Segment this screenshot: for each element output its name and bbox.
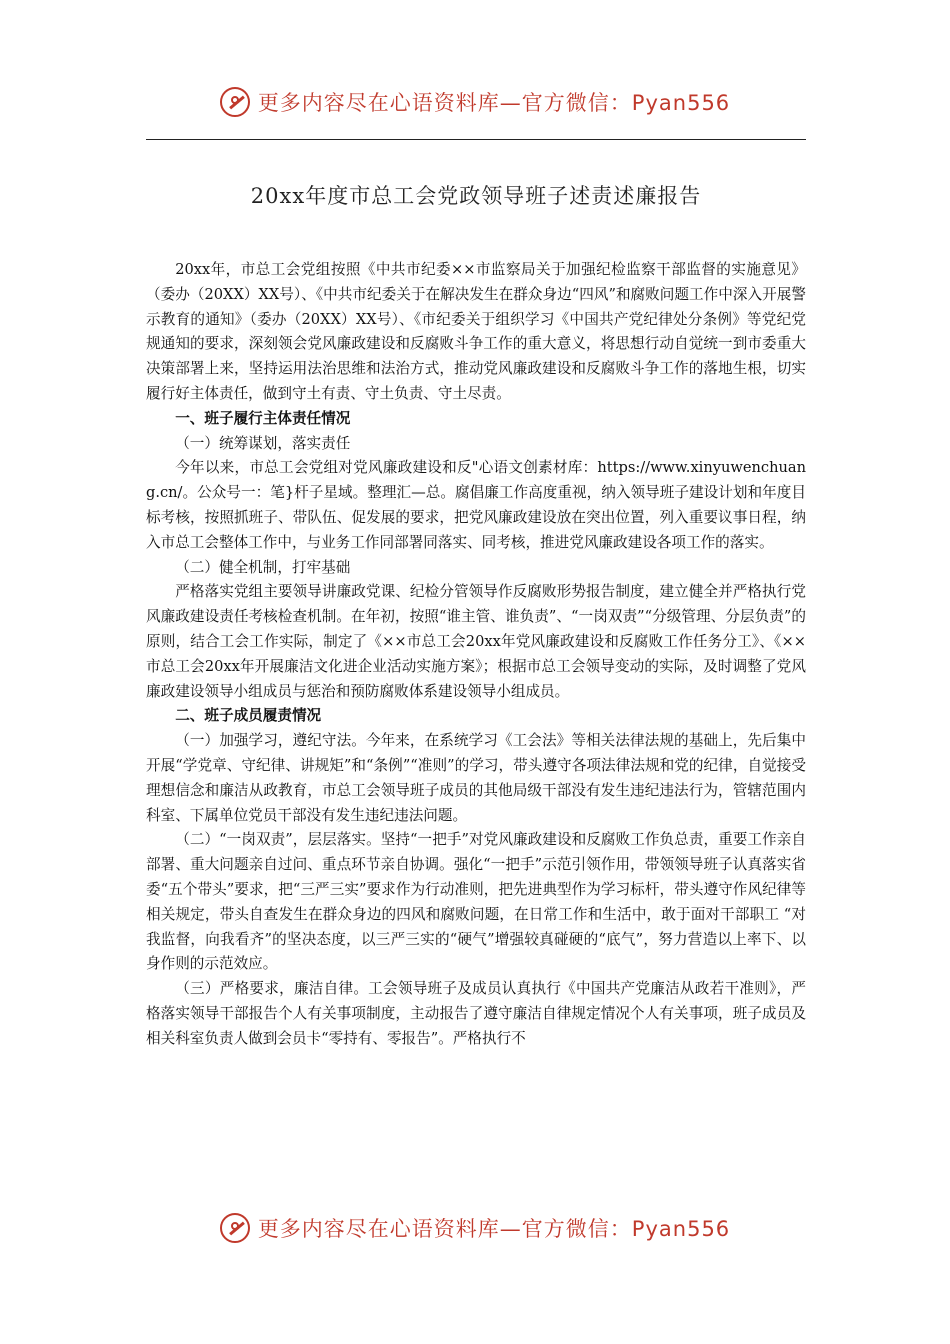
document-title: 20xx年度市总工会党政领导班子述责述廉报告 [250,184,702,208]
section1-heading: 一、班子履行主体责任情况 [175,409,351,427]
header-divider [146,139,806,140]
section1-sub2-heading: （二）健全机制，打牢基础 [175,558,351,576]
intro-paragraph: 20xx年，市总工会党组按照《中共市纪委××市监察局关于加强纪检监察干部监督的实施意见》（委办（20XX）XX号）、《中共市纪委关于在解决发生在群众身边“四风”和腐败问题工作中深入开展警示教育的通知》（委办（20XX）XX号）、《市纪委关于组织学习《中国共产党纪律处分条例》等党纪党规通知的要求，深刻领会党风廉政建设和反腐败斗争工作的重大意义，将思想行动自觉统一到市委重大决策部署上来，坚持运用法治思维和法治方式，推动党风廉政建设和反腐败斗争工作的落地生根，切实履行好主体责任，做到守土有责、守土负责、守土尽责。 [146,261,806,402]
section1-sub1-heading: （一）统筹谋划，落实责任 [175,434,351,452]
section2-paragraph-3: （三）严格要求，廉洁自律。工会领导班子及成员认真执行《中国共产党廉洁从政若干准则》，严格落实领导干部报告个人有关事项制度，主动报告了遵守廉洁自律规定情况个人有关事项，班子成员及相关科室负责人做到会员卡“零持有、零报告”。严格执行不 [146,980,806,1047]
footer-banner-text: 更多内容尽在心语资料库—官方微信：Pyan556 [257,1217,731,1241]
section1-sub2-paragraph: 严格落实党组主要领导讲廉政党课、纪检分管领导作反腐败形势报告制度，建立健全并严格执行党风廉政建设责任考核检查机制。在年初，按照“谁主管、谁负责”、“一岗双责”“分级管理、分层负责”的原则，结合工会工作实际，制定了《××市总工会20xx年党风廉政建设和反腐败工作任务分工》、《××市总工会20xx年开展廉洁文化进企业活动实施方案》；根据市总工会领导变动的实际，及时调整了党风廉政建设领导小组成员与惩治和预防腐败体系建设领导小组成员。 [146,583,806,700]
section2-paragraph-1: （一）加强学习，遵纪守法。今年来，在系统学习《工会法》等相关法律法规的基础上，先后集中开展“学党章、守纪律、讲规矩”和“条例”“准则”的学习，带头遵守各项法律法规和党的纪律，自觉接受理想信念和廉洁从政教育，市总工会领导班子成员的其他局级干部没有发生违纪违法行为，管辖范围内科室、下属单位党员干部没有发生违纪违法问题。 [146,732,806,824]
header-banner [0,82,950,122]
section2-heading: 二、班子成员履责情况 [175,707,322,725]
brand-logo-icon [220,87,250,117]
footer-banner [0,1208,950,1248]
brand-logo-icon [220,1213,250,1243]
document-body [146,258,806,1052]
header-banner-text: 更多内容尽在心语资料库—官方微信：Pyan556 [257,91,731,115]
section1-sub1-paragraph: 今年以来，市总工会党组对党风廉政建设和反"心语文创素材库：https://www.xinyuwenchuang.cn/。公众号一：笔}杆子星域。整理汇—总。腐倡廉工作高度重视，纳入领导班子建设计划和年度目标考核，按照抓班子、带队伍、促发展的要求，把党风廉政建设放在突出位置，列入重要议事日程，纳入市总工会整体工作中，与业务工作同部署同落实、同考核，推进党风廉政建设各项工作的落实。 [146,459,806,551]
section2-paragraph-2: （二）“一岗双责”，层层落实。坚持“一把手”对党风廉政建设和反腐败工作负总责，重要工作亲自部署、重大问题亲自过问、重点环节亲自协调。强化“一把手”示范引领作用，带领领导班子认真落实省委“五个带头”要求，把“三严三实”要求作为行动准则，把先进典型作为学习标杆，带头遵守作风纪律等相关规定，带头自查发生在群众身边的四风和腐败问题，在日常工作和生活中，敢于面对干部职工 “对我监督，向我看齐”的坚决态度，以三严三实的“硬气”增强较真碰硬的“底气”，努力营造以上率下、以身作则的示范效应。 [146,831,806,973]
